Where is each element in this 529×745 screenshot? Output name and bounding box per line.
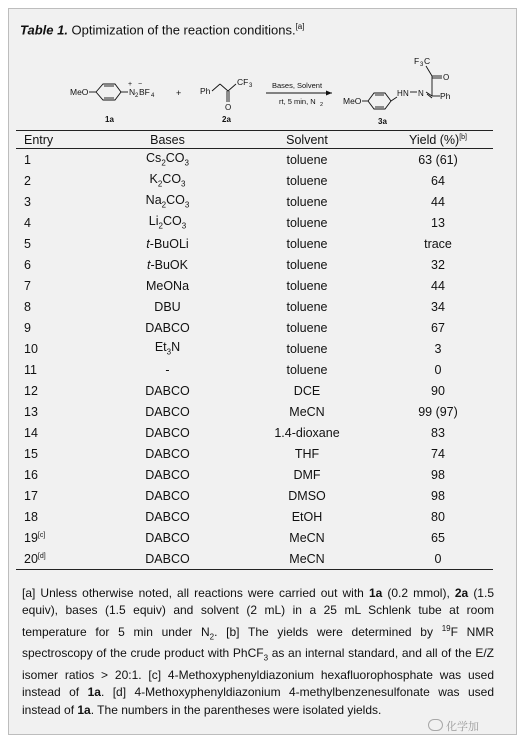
cell-entry: 2 [24,173,31,188]
cell-solvent: toluene [286,299,328,314]
cell-base: $Na_2CO_3$ [145,193,190,210]
table-label: Table 1. [20,22,68,38]
product-cf3-c: C [424,56,431,66]
cell-yield: 83 [431,425,445,440]
cell-solvent: toluene [286,236,328,251]
cell-entry: 17 [24,488,38,503]
col-yield: Yield (%)[b] [383,131,493,149]
cell-base: - [165,362,170,377]
table-row [16,380,493,401]
cell-base: DABCO [145,425,190,440]
table-row [16,317,493,338]
table-row [16,149,493,171]
cell-yield: 32 [431,257,445,272]
cell-solvent: MeCN [289,530,325,545]
reactant1-n2: N [129,87,136,97]
arrow-bottom-sub: 2 [320,102,324,108]
cell-base: t-BuOLi [146,236,189,251]
cell-solvent: 1.4-dioxane [274,425,340,440]
cell-yield: 0 [383,548,493,570]
cell-entry: 3 [24,194,31,209]
svg-text:−: − [138,81,143,88]
cell-yield: trace [424,236,452,251]
cell-entry: 15 [24,446,38,461]
cell-solvent: toluene [286,257,328,272]
cell-base: DABCO [145,320,190,335]
cell-solvent: toluene [286,215,328,230]
product-nh-h: H [397,89,403,98]
table-row [16,296,493,317]
table-row [16,212,493,233]
cell-solvent: DMF [293,467,321,482]
reactant2-ph: Ph [200,86,211,96]
reactant1-bf-sub: 4 [151,93,155,99]
cell-base: DABCO [145,404,190,419]
cell-yield: 34 [431,299,445,314]
table-row [16,254,493,275]
arrow-bottom-text: rt, 5 min, N [279,97,316,106]
cell-solvent: toluene [286,152,328,167]
cell-base: DABCO [145,446,190,461]
reactant2-cf-sub: 3 [249,83,253,89]
reactant1-meo: MeO [70,87,89,97]
table-row [16,191,493,212]
reactant-2a [200,77,253,124]
reactant2-label: 2a [222,115,231,124]
cell-yield: 63 (61) [418,152,458,167]
wechat-icon [428,719,443,731]
cell-solvent: EtOH [291,509,323,524]
cell-entry: 14 [24,425,38,440]
cell-entry: 8 [24,299,31,314]
cell-yield: 44 [431,194,445,209]
cell-yield: 65 [431,530,445,545]
cell-entry: 20[d] [16,548,104,570]
table-title-note: [a] [295,22,305,31]
svg-text:+: + [128,81,133,88]
table-title-text: Optimization of the reaction conditions. [67,22,296,38]
reaction-arrow [266,81,332,108]
cell-solvent: toluene [286,194,328,209]
table-row [16,506,493,527]
cell-yield: 98 [431,467,445,482]
table-row [16,485,493,506]
table-row [16,338,493,359]
table-title [20,22,304,37]
product-meo: MeO [343,96,362,106]
cell-base: DABCO [104,548,231,570]
table-row [16,275,493,296]
cell-solvent: toluene [286,341,328,356]
cell-entry: 5 [24,236,31,251]
cell-base: $Cs_2CO_3$ [146,151,189,168]
cell-entry: 6 [24,257,31,272]
product-o: O [443,73,450,82]
product-cf3-f: F [414,56,420,66]
cell-base: MeONa [145,278,190,293]
table-row [16,233,493,254]
table-row [16,401,493,422]
cell-entry: 1 [24,152,31,167]
cell-entry: 16 [24,467,38,482]
reaction-scheme [0,52,509,128]
cell-base: DABCO [145,530,190,545]
cell-solvent: MeCN [289,404,325,419]
cell-solvent: toluene [286,320,328,335]
product-nh-n: N [403,89,409,98]
watermark-text: 化学加 [446,721,479,733]
cell-solvent: toluene [286,173,328,188]
cell-entry: 7 [24,278,31,293]
cell-entry: 10 [24,341,38,356]
table-header-row [16,131,493,149]
cell-base: $Li_2CO_3$ [148,214,187,231]
cell-solvent: toluene [286,278,328,293]
cell-yield: 3 [434,341,442,356]
watermark [428,718,479,734]
arrow-top-text: Bases, Solvent [272,81,323,90]
cell-entry: 4 [24,215,31,230]
cell-entry: 11 [24,362,37,377]
table-row [16,443,493,464]
table-row [16,170,493,191]
reactant2-o: O [225,103,232,112]
plus-sign: + [176,88,182,98]
col-bases: Bases [104,131,231,149]
cell-yield: 44 [431,278,445,293]
cell-base: $K_2CO_3$ [149,172,186,189]
cell-base: DBU [154,299,181,314]
col-entry: Entry [16,131,104,149]
reactant-1a [70,81,155,124]
cell-base: t-BuOK [147,257,188,272]
cell-entry: 19[c] [24,530,46,545]
product-cf3-sub: 3 [420,62,424,68]
cell-yield: 80 [431,509,445,524]
cell-base: DABCO [145,509,190,524]
cell-yield: 74 [431,446,445,461]
table-row [16,548,493,570]
cell-yield: 0 [434,362,442,377]
col-solvent: Solvent [231,131,383,149]
product-label: 3a [378,117,387,126]
cell-solvent: toluene [286,362,328,377]
table-row [16,422,493,443]
col-yield-note: [b] [459,133,468,141]
table-footnote: [a] Unless otherwise noted, all reactions were carried out with 1a (0.2 mmol), 2a (1.5 equiv), bases (1.5 equiv) and solvent (2 mL) in a 25 mL Schlenk tube at room temperature for 5 min under $N_2$. [b] The yields were determined by $^{19}$F NMR spectroscopy of the crude product with PhCF$_3$ as an internal standard, and all of the E/Z isomer ratios > 20:1. [c] 4-Methoxyphenyldiazonium hexafluorophosphate was used instead of 1a. [d] 4-Methoxyphenyldiazonium 4-methylbenzenesulfonate was used instead of 1a. The numbers in the parentheses were isolated yields. [22,586,494,717]
reactant1-n2-sub: 2 [135,93,139,99]
product-ph: Ph [440,91,451,101]
cell-entry: 9 [24,320,31,335]
cell-base: DABCO [145,467,190,482]
cell-base: DABCO [145,488,190,503]
cell-entry: 12 [24,383,38,398]
cell-solvent: MeCN [231,548,383,570]
reactant1-bf: BF [139,87,150,97]
reactant2-cf: CF [237,77,249,87]
optimization-table [16,130,493,570]
reactant1-label: 1a [105,115,114,124]
table-row [16,464,493,485]
cell-base: DABCO [145,383,190,398]
cell-solvent: DCE [293,383,321,398]
cell-yield: 67 [431,320,445,335]
cell-yield: 90 [431,383,445,398]
cell-yield: 64 [431,173,445,188]
cell-entry: 18 [24,509,38,524]
cell-yield: 99 (97) [418,404,458,419]
cell-solvent: DMSO [288,488,326,503]
cell-solvent: THF [294,446,320,461]
table-row [16,359,493,380]
cell-base: $Et_3N$ [154,340,181,357]
cell-entry: 13 [24,404,38,419]
cell-yield: 13 [431,215,445,230]
product-3a [343,56,451,126]
cell-yield: 98 [431,488,445,503]
table-row [16,527,493,548]
svg-text:N: N [418,89,424,98]
